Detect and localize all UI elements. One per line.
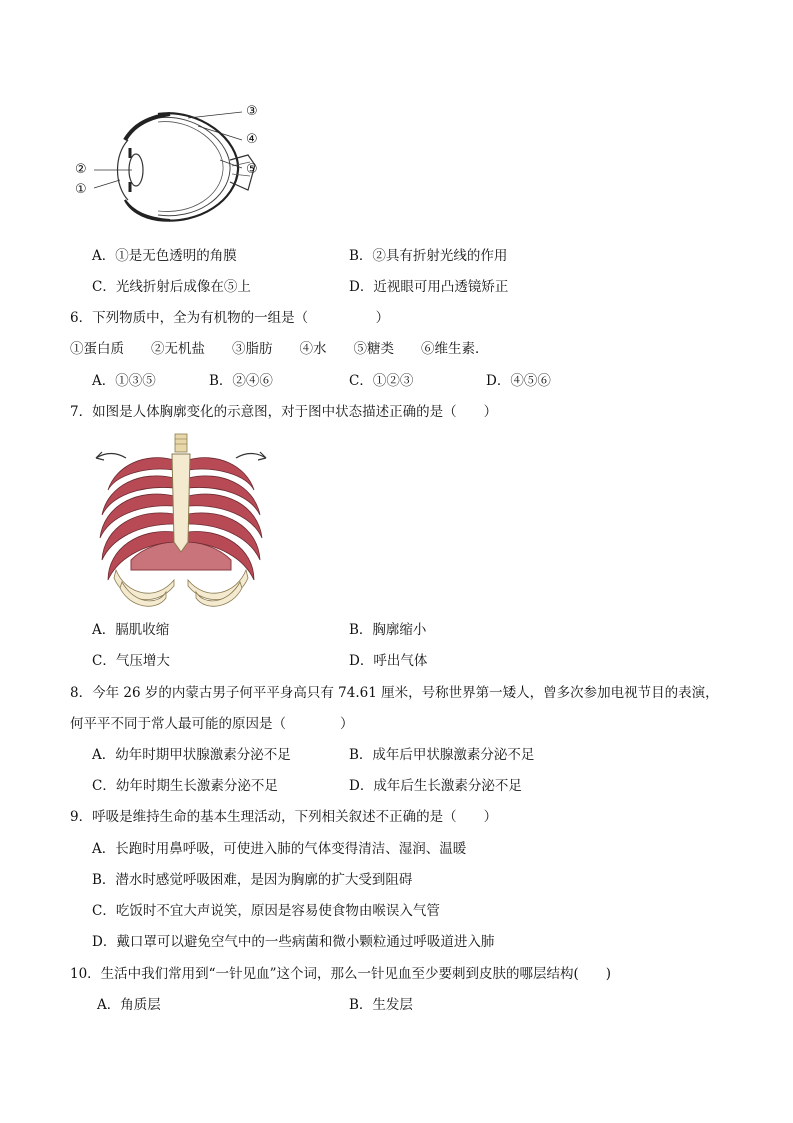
- q9-stem: 9．呼吸是维持生命的基本生理活动，下列相关叙述不正确的是（ ）: [70, 809, 498, 825]
- eye-label-4: ④: [246, 132, 258, 147]
- eye-label-3: ③: [246, 104, 258, 119]
- q9-option-d: D．戴口罩可以避免空气中的一些病菌和微小颗粒通过呼吸道进入肺: [92, 934, 495, 950]
- q6-option-d: D．④⑤⑥: [486, 373, 551, 389]
- q9-option-a: A．长跑时用鼻呼吸，可使进入肺的气体变得清洁、湿润、温暖: [92, 841, 467, 857]
- q6-option-c: C．①②③: [349, 373, 414, 389]
- q7-option-b: B．胸廓缩小: [349, 622, 427, 638]
- q7-stem: 7．如图是人体胸廓变化的示意图，对于图中状态描述正确的是（ ）: [70, 404, 498, 420]
- q5-option-a: A．①是无色透明的角膜: [92, 248, 237, 264]
- q5-option-d: D．近视眼可用凸透镜矫正: [349, 279, 509, 295]
- q8-option-d: D．成年后生长激素分泌不足: [349, 778, 522, 794]
- q6-option-b: B．②④⑥: [209, 373, 273, 389]
- q8-option-c: C．幼年时期生长激素分泌不足: [92, 778, 278, 794]
- q7-option-d: D．呼出气体: [349, 653, 428, 669]
- q10-option-a: A．角质层: [97, 997, 161, 1013]
- q8-stem-line1: 8．今年 26 岁的内蒙古男子何平平身高只有 74.61 厘米，号称世界第一矮人，曾多次参加电视节目的表演，: [70, 685, 719, 701]
- q6-stem: 6．下列物质中，全为有机物的一组是（ ）: [70, 310, 390, 326]
- q5-option-b: B．②具有折射光线的作用: [349, 248, 508, 264]
- eye-label-1: ①: [75, 182, 87, 197]
- q8-stem-line2: 何平平不同于常人最可能的原因是（ ）: [70, 716, 354, 732]
- ribcage-diagram: [86, 430, 276, 610]
- q10-option-b: B．生发层: [349, 997, 413, 1013]
- eye-diagram: [70, 100, 270, 230]
- q8-option-b: B．成年后甲状腺激素分泌不足: [349, 747, 535, 763]
- q6-items: ①蛋白质 ②无机盐 ③脂肪 ④水 ⑤糖类 ⑥维生素．: [70, 341, 489, 357]
- q5-option-c: C．光线折射后成像在⑤上: [92, 279, 251, 295]
- eye-label-2: ②: [75, 162, 87, 177]
- eye-label-5: ⑤: [246, 162, 258, 177]
- q7-option-a: A．膈肌收缩: [92, 622, 170, 638]
- q8-option-a: A．幼年时期甲状腺激素分泌不足: [92, 747, 291, 763]
- q10-stem: 10．生活中我们常用到“一针见血”这个词，那么一针见血至少要刺到皮肤的哪层结构( ): [70, 966, 612, 982]
- q9-option-c: C．吃饭时不宜大声说笑，原因是容易使食物由喉误入气管: [92, 903, 440, 919]
- q9-option-b: B．潜水时感觉呼吸困难，是因为胸廓的扩大受到阻碍: [92, 872, 413, 888]
- q7-option-c: C．气压增大: [92, 653, 170, 669]
- q6-option-a: A．①③⑤: [92, 373, 156, 389]
